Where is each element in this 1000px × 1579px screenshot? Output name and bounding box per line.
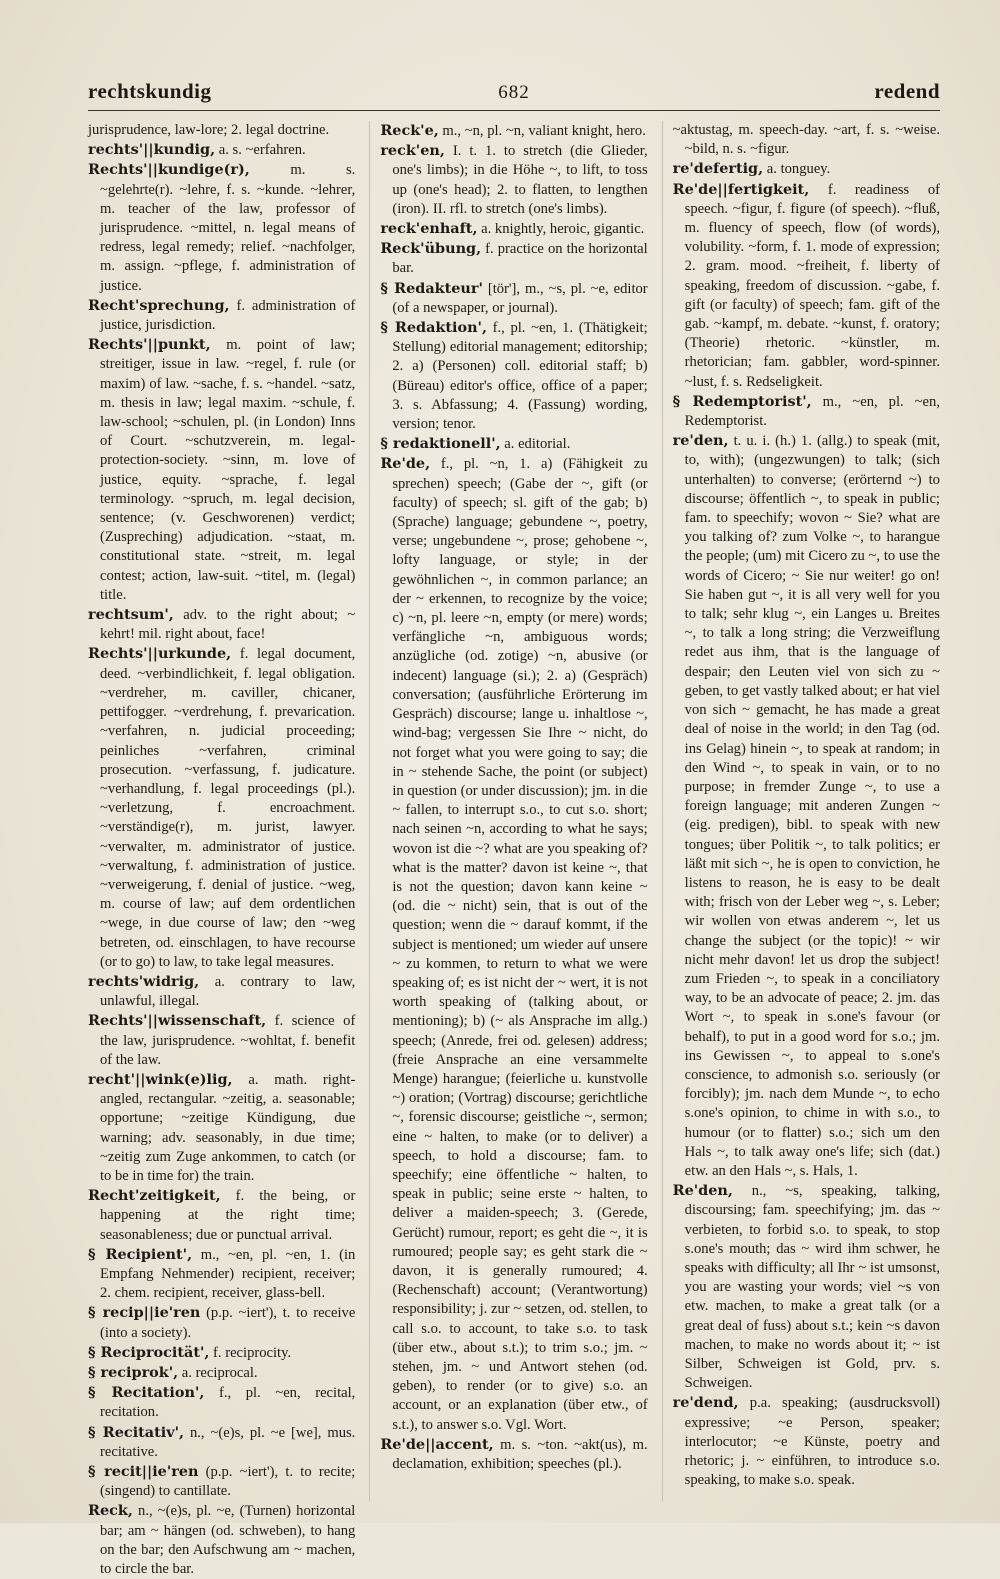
entry-headword: § Redakteur'	[380, 279, 483, 297]
dictionary-entry	[380, 318, 647, 434]
left-guideword: rechtskundig	[88, 79, 212, 103]
entry-headword: § Recipient',	[88, 1245, 193, 1263]
entry-headword: re'dend,	[672, 1394, 739, 1412]
entry-definition: f. the being, or happening at the right time; seasonableness; due or punctual arrival.	[100, 1188, 356, 1243]
dictionary-entry	[673, 392, 940, 431]
entry-headword: § recip||ie'ren	[88, 1304, 201, 1322]
column-2	[369, 121, 647, 1501]
entry-definition: f. science of the law, jurisprudence. ~wohltat, f. benefit of the law.	[100, 1013, 356, 1068]
dictionary-entry	[88, 1343, 355, 1363]
entry-headword: Rechts'||urkunde,	[88, 645, 232, 663]
entry-headword: § redaktionell',	[380, 435, 501, 453]
entry-headword: § Recitation',	[88, 1384, 205, 1402]
dictionary-entry	[673, 159, 940, 179]
entry-definition: f., pl. ~en, 1. (Thätigkeit; Stellung) editorial management; editorship; 2. a) (Personen) coll. editorial staff; b) (Büreau) editor's office, office of a paper; 3. s. Abfassung; 4. (Fassung) wording, version; tenor.	[392, 320, 648, 433]
entry-headword: § Redaktion',	[380, 319, 487, 337]
entry-headword: Rechts'||kundige(r),	[88, 161, 250, 179]
entry-definition: [tör'], m., ~s, pl. ~e, editor (of a newspaper, or journal).	[392, 280, 648, 316]
entry-definition: a. s. ~erfahren.	[218, 142, 306, 159]
dictionary-entry	[88, 972, 355, 1011]
entry-headword: § recit||ie'ren	[88, 1463, 199, 1481]
text-columns	[88, 121, 940, 1578]
entry-headword: § Recitativ',	[88, 1423, 185, 1441]
page-header	[88, 64, 940, 111]
entry-headword: Recht'zeitigkeit,	[88, 1187, 221, 1205]
column-1	[88, 121, 356, 1578]
entry-headword: Reck'übung,	[380, 240, 482, 258]
entry-definition: m. s. ~ton. ~akt(us), m. declamation, exhibition; speeches (pl.).	[392, 1436, 648, 1473]
entry-headword: recht'||wink(e)lig,	[88, 1070, 233, 1088]
entry-definition: f., pl. ~n, 1. a) (Fähigkeit zu sprechen) speech; (Gabe der ~, gift (or faculty) of speech; sl. gift of the gab; b) (Sprache) language; gebundene ~, poetry, verse; ungebundene ~, prose; gehobene ~, lofty language, or style; in der gewöhnlichen ~, in common parlance; an der ~ erkennen, to recognize by the voice; c) ~n, pl. leere ~n, empty (or mere) words; verfängliche ~n, ambiguous words; anzügliche (od. zotige) ~n, abusive (or indecent) language (si.); 2. a) (Gespräch) conversation; (ausführliche Erörterung im Gespräch) discourse; lange u. inhaltlose ~, wind-bag; vergessen Sie Ihre ~ nicht, do not forget what you were going to say; die in ~ stehende Sache, the point (or subject) in question (or under discussion); jm. in die ~ fallen, to interrupt s.o., to cut s.o. short; nach seinen ~n, according to what he says; wovon ist die ~? what are you speaking of? what is the matter? davon ist keine ~, that is not the question; davon kann keine ~ (od. die ~ nicht) sein, that is out of the question; wenn die ~ darauf kommt, if the subject is mentioned; um wieder auf unsere ~ zu kommen, to return to what we were speaking of; es ist nicht der ~ wert, it is not worth speaking of (talking about, or mentioning); b) (~ als Ansprache im allg.) speech; (Anrede, frei od. gelesen) address; (freie Ansprache an eine versammelte Menge) harangue; (feierliche u. kunstvolle ~) oration; (Vortrag) discourse; gerichtliche ~, forensic discourse; geistliche ~, sermon; eine ~ halten, to make (or to deliver) a speech, to hold a discourse; fam. to speechify; eine öffentliche ~ halten, to speak in public; seine erste ~ halten, to deliver a maiden-speech; 3. (Gerede, Gerücht) rumour, report; es geht die ~, it is rumoured; people say; es geht stark die ~ davon, it is generally rumoured; 4. (Rechenschaft) account; (Verantwortung) responsibility; j. zur ~ setzen, od. stellen, to call s.o. to account, to take s.o. to task (über etw., about s.t.); to trim s.o.; jm. ~ stehen, jm. ~ und Antwort stehen (od. geben), to render (or to give) s.o. an account, or an explanation (über etw., of s.t.), to answer s.o. Vgl. Wort.	[392, 456, 648, 1433]
entry-definition: m. point of law; streitiger, issue in law. ~regel, f. rule (or maxim) of law. ~sache, f. s. ~handel. ~satz, m. thesis in law; legal maxim. ~schule, f. law-school; ~schulen, pl. (in London) Inns of Court. ~schutzverein, m. legal-protection-society. ~sinn, m. love of justice, equity. ~sprache, f. legal terminology. ~spruch, m. legal decision, sentence; (v. Geschworenen) verdict; (Zuspreching) adjudication. ~staat, m. constitutional state. ~streit, m. legal contest; action, law-suit. ~titel, m. (legal) title.	[100, 337, 356, 603]
entry-definition: adv. to the right about; ~ kehrt! mil. right about, face!	[100, 607, 356, 643]
entry-definition: f. reciprocity.	[213, 1344, 292, 1361]
entry-definition: a. editorial.	[504, 436, 571, 453]
entry-definition: p.a. speaking; (ausdrucksvoll) expressive; ~e Person, speaker; interlocutor; ~e Künste, poetry and rhetoric; j. ~ einführen, to introduce s.o. speaking, to make s.o. speak.	[684, 1395, 940, 1489]
entry-definition: n., ~(e)s, pl. ~e [we], mus. recitative.	[100, 1424, 356, 1460]
dictionary-entry	[88, 1303, 355, 1342]
dictionary-entry	[88, 1423, 355, 1462]
entry-headword: Re'de,	[380, 455, 431, 473]
dictionary-entry	[88, 1011, 355, 1070]
dictionary-entry	[380, 239, 647, 278]
entry-definition: ~aktustag, m. speech-day. ~art, f. s. ~weise. ~bild, n. s. ~figur.	[672, 122, 940, 158]
dictionary-entry	[88, 1186, 355, 1245]
dictionary-entry	[380, 1435, 647, 1474]
entry-headword: reck'en,	[380, 142, 445, 160]
entry-definition: (p.p. ~iert'), t. to recite; (singend) to cantillate.	[100, 1464, 356, 1500]
entry-definition: m., ~en, pl. ~en, Redemptorist.	[684, 393, 940, 430]
entry-headword: Re'de||fertigkeit,	[672, 180, 810, 198]
entry-definition: f. administration of justice, jurisdiction.	[100, 297, 356, 334]
dictionary-entry	[673, 180, 940, 392]
dictionary-entry	[88, 1383, 355, 1422]
dictionary-entry	[380, 219, 647, 239]
entry-definition: n., ~(e)s, pl. ~e, (Turnen) horizontal bar; am ~ hängen (od. schweben), to hang on the bar; den Aufschwung am ~ machen, to circle the bar.	[100, 1503, 356, 1578]
entry-headword: § Redemptorist',	[672, 392, 812, 410]
dictionary-entry	[88, 296, 355, 335]
entry-definition: I. t. 1. to stretch (die Glieder, one's limbs); in die Höhe ~, to lift, to toss up (one's head); 2. to flatten, to lengthen (iron). II. rfl. to stretch (one's limbs).	[392, 143, 648, 217]
entry-definition: m. s. ~gelehrte(r). ~lehre, f. s. ~kunde. ~lehrer, m. teacher of the law, professor of jurisprudence. ~mittel, n. legal means of redress, legal remedy; relief. ~nachfolger, m. assign. ~pflege, f. administration of justice.	[100, 162, 356, 294]
dictionary-entry	[673, 1393, 940, 1490]
dictionary-entry	[380, 454, 647, 1434]
entry-definition: f. practice on the horizontal bar.	[392, 241, 648, 277]
entry-definition: f., pl. ~en, recital, recitation.	[100, 1385, 356, 1421]
entry-headword: re'den,	[672, 432, 729, 450]
page-number: 682	[498, 82, 530, 103]
dictionary-entry	[88, 1501, 355, 1579]
dictionary-entry	[380, 141, 647, 219]
entry-headword: rechts'||kundig,	[88, 141, 216, 159]
entry-headword: Rechts'||wissenschaft,	[88, 1012, 267, 1030]
dictionary-entry	[88, 121, 355, 140]
entry-headword: rechts'widrig,	[88, 972, 200, 990]
column-3	[662, 121, 940, 1501]
entry-headword: rechtsum',	[88, 606, 174, 624]
dictionary-entry	[88, 1070, 355, 1186]
dictionary-entry	[88, 605, 355, 644]
entry-definition: n., ~s, speaking, talking, discoursing; fam. speechifying; jm. das ~ verbieten, to forbid s.o. to speak, to stop s.one's mouth; das ~ wird ihm schwer, he speaks with difficulty; all Ihr ~ ist umsonst, you are wasting your words; viel ~s von etw. machen, to make a great talk (or a great deal of fuss) about s.t.; kein ~s davon machen, to make no words about it; ~ ist Silber, Schweigen ist Gold, prv. s. Schweigen.	[684, 1183, 940, 1392]
entry-definition: m., ~n, pl. ~n, valiant knight, hero.	[442, 123, 646, 139]
dictionary-entry	[88, 1363, 355, 1383]
entry-headword: re'defertig,	[672, 160, 764, 178]
entry-headword: reck'enhaft,	[380, 220, 478, 238]
entry-definition: (p.p. ~iert'), t. to receive (into a society).	[100, 1305, 356, 1341]
entry-headword: § Reciprocität',	[88, 1343, 210, 1361]
dictionary-entry	[673, 431, 940, 1181]
dictionary-entry	[88, 335, 355, 605]
entry-headword: Re'de||accent,	[380, 1435, 494, 1453]
entry-definition: jurisprudence, law-lore; 2. legal doctrine.	[88, 122, 330, 138]
entry-headword: Reck'e,	[380, 122, 439, 139]
dictionary-entry	[88, 644, 355, 971]
entry-headword: Re'den,	[672, 1182, 733, 1200]
entry-headword: Rechts'||punkt,	[88, 336, 211, 354]
dictionary-entry	[673, 1181, 940, 1393]
entry-headword: Reck,	[88, 1502, 133, 1520]
dictionary-entry	[380, 279, 647, 318]
dictionary-entry	[88, 160, 355, 295]
entry-definition: a. knightly, heroic, gigantic.	[481, 221, 645, 238]
dictionary-entry	[88, 140, 355, 160]
entry-definition: a. contrary to law, unlawful, illegal.	[100, 973, 356, 1010]
dictionary-entry	[88, 1462, 355, 1501]
entry-definition: f. legal document, deed. ~verbindlichkeit, f. legal obligation. ~verdreher, m. caviller, chicaner, pettifogger. ~verdrehung, f. prevarication. ~verfahren, n. judicial proceeding; peinliches ~verfahren, criminal prosecution. ~verfassung, f. judicature. ~verhandlung, f. legal proceedings (pl.). ~verletzung, f. encroachment. ~verständige(r), m. jurist, lawyer. ~verwalter, m. administrator of justice. ~verwaltung, f. administration of justice. ~verweigerung, f. denial of justice. ~weg, m. course of law; auf dem ordentlichen ~wege, in due course of law; den ~weg betreten, od. einschlagen, to have recourse (or to go) to law, to take legal measures.	[100, 646, 356, 970]
dictionary-entry	[673, 121, 940, 159]
entry-headword: § reciprok',	[88, 1364, 179, 1381]
entry-definition: a. math. right-angled, rectangular. ~zeitig, a. seasonable; opportune; ~zeitige Kündigung, due warning; adv. seasonably, in due time; ~zeitig zum Zuge ankommen, to catch (or to be in time for) the train.	[100, 1071, 356, 1184]
entry-definition: f. readiness of speech. ~figur, f. figure (of speech). ~fluß, m. fluency of speech, flow (of words), volubility. ~form, f. 1. mode of expression; 2. gram. mood. ~freiheit, f. liberty of speaking, freedom of discussion. ~gabe, f. gift (or faculty) of speech; fam. gift of the gab. ~kampf, m. debate. ~kunst, f. oratory; (Theorie) rhetoric. ~künstler, m. rhetorician; fam. gabbler, word-spinner. ~lust, f. s. Redseligkeit.	[684, 181, 940, 390]
right-guideword: redend	[874, 79, 940, 103]
entry-definition: t. u. i. (h.) 1. (allg.) to speak (mit, to, with); (ungezwungen) to talk; (sich unterhalten) to converse; (erörternd ~) to discourse; öffentlich ~, to speak in public; fam. to speechify; wovon ~ Sie? what are you talking of? zum Volke ~, to harangue the people; (um) mit Cicero zu ~, to use the words of Cicero; ~ Sie nur weiter! go on! Sie haben gut ~, it is all very well for you to talk; sehr klug ~, ein Langes u. Breites ~, to talk a long string; die Verzweiflung redet aus ihm, that is the language of despair; den Leuten viel von sich zu ~ geben, to get vastly talked about; er hat viel von sich ~ gemacht, he has made a great deal of noise in the world; in den Tag (od. ins Gelag) hinein ~, to speak at random; in den Wind ~, to speak in vain, or to no purpose; in fremder Zunge ~, to use a foreign language; mit anderen Zungen ~ (eig. predigen), bibl. to speak with new tongues; über Politik ~, to talk politics; er läßt mit sich ~, he is open to conviction, he listens to reason, he is easy to be dealt with; frisch von der Leber weg ~, s. Leber; wir wollen von etwas anderem ~, let us change the subject (or the topic)! ~ wir nicht mehr davon! let us drop the subject! zum Frieden ~, to speak in a conciliatory way, to be an advocate of peace; 2. jm. das Wort ~, to speak in s.one's favour (or behalf), to put in a good word for s.o.; jm. ins Gewissen ~, to appeal to s.one's conscience, to admonish s.o. seriously (or forcibly); jm. nach dem Munde ~, to echo s.one's opinion, to chime in with s.o., to humour (or to flatter) s.o.; sich um den Hals ~, to talk away one's life; sich (dat.) etw. an den Hals ~, s. Hals, 1.	[684, 433, 940, 1179]
entry-headword: Recht'sprechung,	[88, 296, 230, 314]
dictionary-entry	[380, 121, 647, 141]
entry-definition: a. tonguey.	[766, 161, 831, 178]
entry-definition: a. reciprocal.	[181, 1365, 258, 1381]
dictionary-entry	[380, 434, 647, 454]
entry-definition: m., ~en, pl. ~en, 1. (in Empfang Nehmender) recipient, receiver; 2. chem. recipient, receiver, glass-bell.	[100, 1246, 356, 1302]
dictionary-entry	[88, 1245, 355, 1304]
